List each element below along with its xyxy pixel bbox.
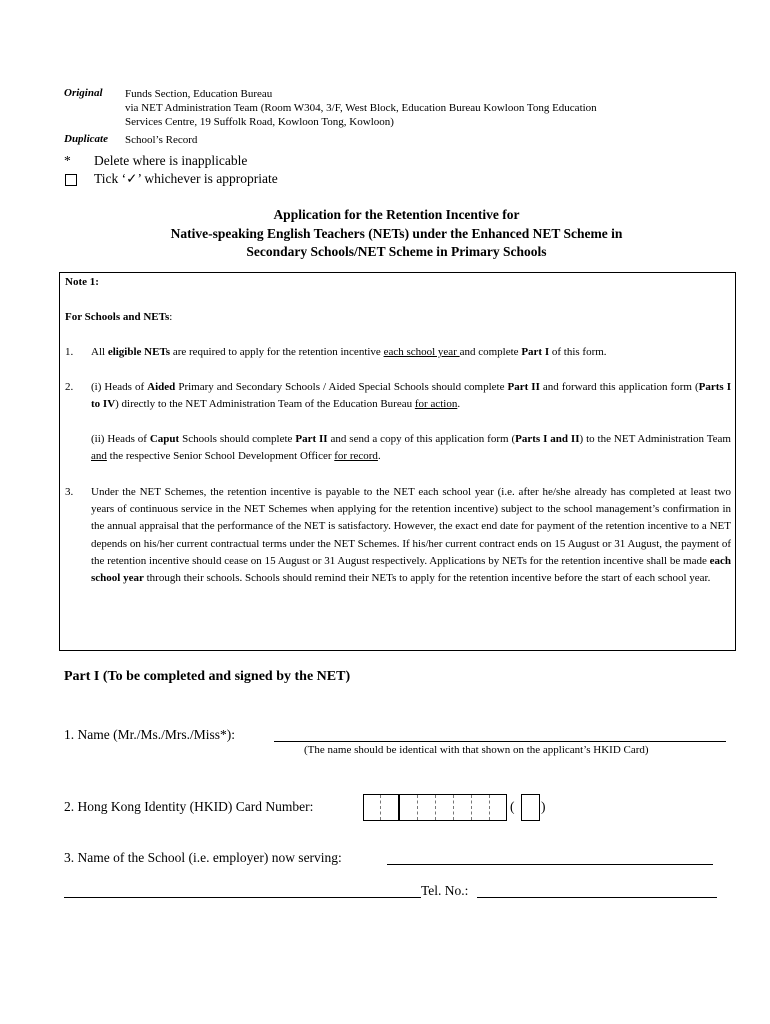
hkid-cell[interactable] [490,795,506,820]
note-item-3: Under the NET Schemes, the retention incentive is payable to the NET each school year (i.e. after he/she already has completed at least two years of continuous service in the NET Schemes when applying for the retention incentive) subject to the school management’s confirmation in the annual appraisal that the performance of the NET is satisfactory. However, the exact end date for payment of the retention incentive to a NET depends on his/her current contractual terms under the NET Schemes. If his/her current contract ends on 15 August or 31 August, the payment of the retention incentive should cease on 15 August or 31 August respectively. Applications by NETs for the retention incentive shall be made each school year through their schools. Schools should remind their NETs to apply for the retention incentive before the start of each school year. [91,486,731,585]
hkid-cell[interactable] [418,795,436,820]
title-line: Application for the Retention Incentive for [273,207,520,222]
address-line: Services Centre, 19 Suffolk Road, Kowloon Tong, Kowloon) [125,116,394,128]
note-heading: Note 1: [65,276,99,288]
hkid-cell[interactable] [400,795,418,820]
title-line: Secondary Schools/NET Scheme in Primary Schools [246,244,547,259]
note-item-number: 1. [65,346,74,358]
form-title [0,206,770,262]
hkid-cell[interactable] [454,795,472,820]
name-hint: (The name should be identical with that shown on the applicant’s HKID Card) [304,744,649,756]
tel-input-line[interactable] [477,897,717,898]
duplicate-label: Duplicate [64,133,108,145]
tel-label: Tel. No.: [421,883,469,898]
hkid-paren-open: ( [510,799,515,814]
note-item-2-ii: (ii) Heads of Caput Schools should complete Part II and send a copy of this application form (Parts I and II) to the NET Administration Team and the respective Senior School Development Officer for record. [91,433,731,463]
school-label: 3. Name of the School (i.e. employer) now serving: [64,850,342,865]
instruction-delete: Delete where is inapplicable [94,153,248,168]
original-address [125,87,597,129]
hkid-check-digit-box[interactable] [521,794,540,821]
hkid-label: 2. Hong Kong Identity (HKID) Card Number: [64,799,314,814]
note-subheading: For Schools and NETs: [65,311,173,323]
note-item-number: 2. [65,381,74,393]
original-label: Original [64,87,103,99]
name-label: 1. Name (Mr./Ms./Mrs./Miss*): [64,727,236,742]
hkid-cell[interactable] [364,795,381,820]
tick-checkbox-sample [65,174,77,186]
hkid-cell[interactable] [381,795,398,820]
duplicate-text: School’s Record [125,134,198,146]
part1-heading: Part I (To be completed and signed by the NET) [64,669,351,684]
title-line: Native-speaking English Teachers (NETs) under the Enhanced NET Scheme in [170,225,623,241]
hkid-cell[interactable] [472,795,490,820]
hkid-prefix-box[interactable] [363,794,399,821]
hkid-cell[interactable] [436,795,454,820]
school-input-line[interactable] [387,864,713,865]
note-item-number: 3. [65,486,74,498]
school-input-line-2[interactable] [64,897,421,898]
note-item-2-i: (i) Heads of Aided Primary and Secondary Schools / Aided Special Schools should complete Part II and forward this application form (Parts I to IV) directly to the NET Administration Team of the Education Bureau for action. [91,381,731,411]
instruction-tick: Tick ‘✓’ whichever is appropriate [94,171,278,186]
name-input-line[interactable] [274,741,726,742]
address-line: via NET Administration Team (Room W304, 3/F, West Block, Education Bureau Kowloon Tong Education [125,102,597,114]
hkid-digits-box[interactable] [399,794,507,821]
address-line: Funds Section, Education Bureau [125,88,273,100]
hkid-paren-close: ) [541,799,546,814]
note-item-1: All eligible NETs are required to apply for the retention incentive each school year and complete Part I of this form. [91,346,607,358]
asterisk-marker: * [64,153,71,168]
